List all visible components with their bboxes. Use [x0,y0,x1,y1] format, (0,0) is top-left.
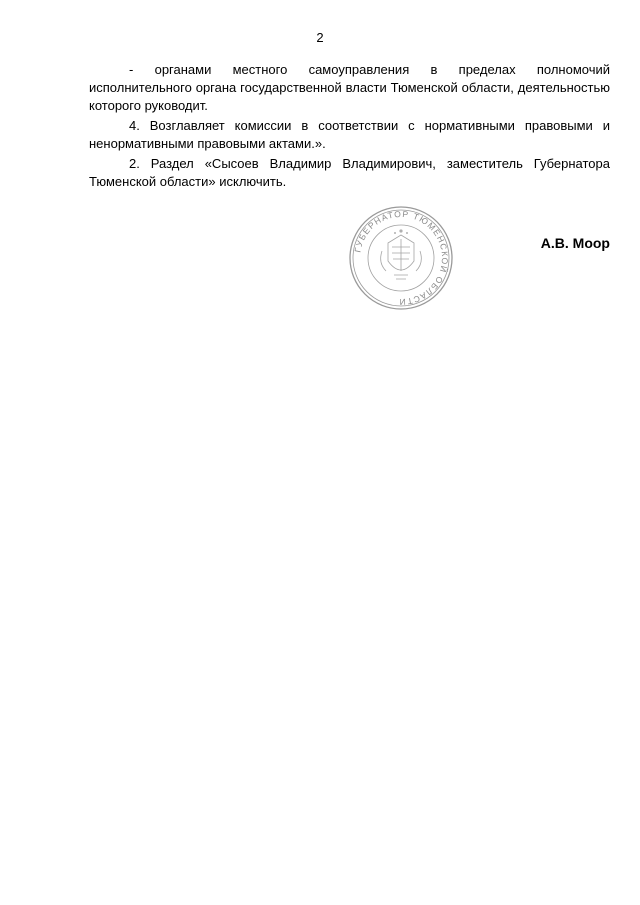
signer-name: А.В. Моор [540,235,610,251]
document-body [89,61,610,191]
paragraph-1: - органами местного самоуправления в пределах полномочий исполнительного органа государственной власти Тюменской области, деятельностью которого руководит. [89,62,610,113]
paragraph-3: 2. Раздел «Сысоев Владимир Владимирович, заместитель Губернатора Тюменской области» исключить. [89,156,610,189]
official-seal-icon [348,205,454,311]
signature-block [345,205,610,315]
svg-text:ГУБЕРНАТОР ТЮМЕНСКОЙ ОБЛАСТИ: ГУБЕРНАТОР ТЮМЕНСКОЙ ОБЛАСТИ [352,208,451,308]
page-number: 2 [316,30,324,45]
paragraph-2: 4. Возглавляет комиссии в соответствии с нормативными правовыми и ненормативными правовыми актами.». [89,118,610,151]
